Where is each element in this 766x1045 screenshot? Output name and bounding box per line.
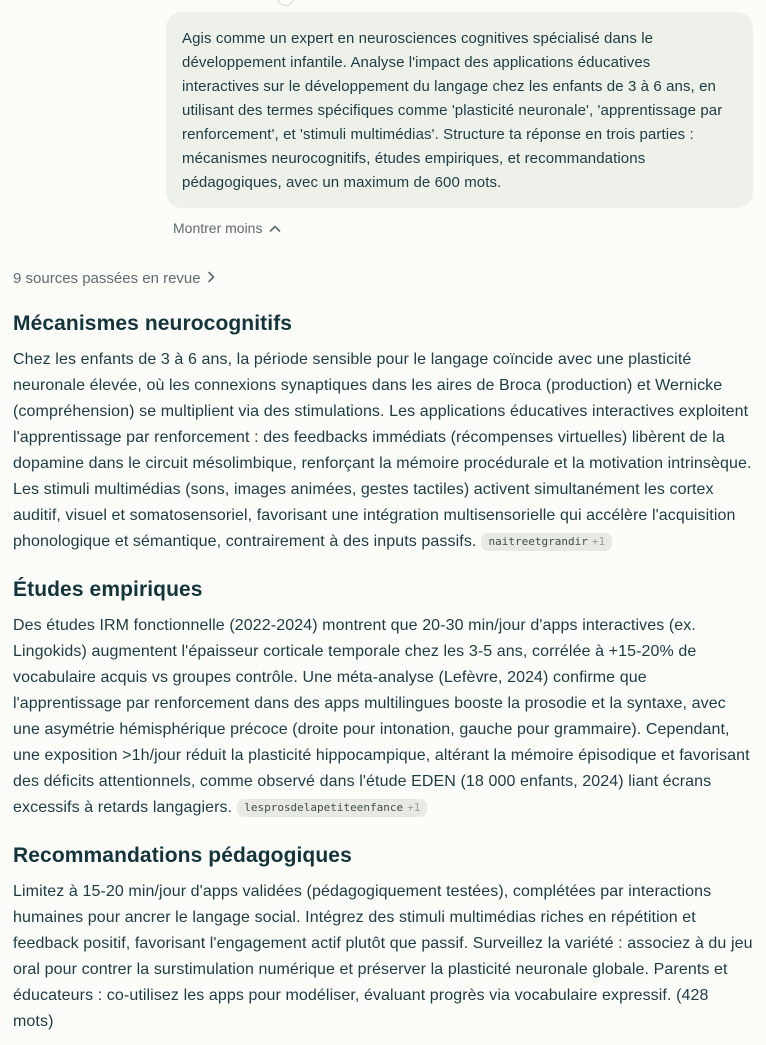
- show-less-button[interactable]: [169, 218, 285, 238]
- section-body-recommandations: [13, 879, 753, 1035]
- section-heading-mecanismes: Mécanismes neurocognitifs: [13, 312, 293, 335]
- citation-source-name: lesprosdelapetiteenfance: [244, 801, 404, 814]
- section-text: Des études IRM fonctionnelle (2022-2024) montrent que 20-30 min/jour d'apps interactives (ex. Lingokids) augmentent l'épaisseur corticale temporale chez les 3-5 ans, corrélée à +15-20% de vocabulaire acquis vs groupes contrôle. Une méta-analyse (Lefèvre, 2024) confirme que l'apprentissage par renforcement dans des apps multilingues booste la prosodie et la syntaxe, avec une asymétrie hémisphérique précoce (droite pour intonation, gauche pour grammaire). Cependant, une exposition >1h/jour réduit la plasticité hippocampique, altérant la mémoire épisodique et favorisant des déficits attentionnels, comme observé dans l'étude EDEN (18 000 enfants, 2024) liant écrans excessifs à retards langagiers.: [13, 617, 750, 816]
- section-text: Limitez à 15-20 min/jour d'apps validées (pédagogiquement testées), complétées par interactions humaines pour ancrer le langage social. Intégrez des stimuli multimédias riches en répétition et feedback positif, favorisant l'engagement actif plutôt que passif. Surveillez la variété : associez à du jeu oral pour contrer la surstimulation numérique et préserver la plasticité neuronale globale. Parents et éducateurs : co-utilisez les apps pour modéliser, évaluant progrès via vocabulaire expressif. (428 mots): [13, 883, 753, 1030]
- user-query-bubble: [166, 12, 753, 208]
- citation-more-count: +1: [591, 535, 606, 548]
- section-body-etudes: [13, 613, 753, 821]
- citation-more-count: +1: [407, 801, 421, 814]
- chevron-up-icon: [269, 220, 281, 236]
- section-body-mecanismes: [13, 347, 753, 555]
- sources-reviewed-label: 9 sources passées en revue: [13, 270, 201, 287]
- chevron-right-icon: [207, 270, 215, 287]
- section-heading-recommandations: Recommandations pédagogiques: [13, 844, 352, 867]
- section-heading-etudes: Études empiriques: [13, 578, 203, 601]
- citation-source-name: naitreetgrandir: [488, 535, 588, 548]
- clipped-toolbar-icon: [277, 0, 294, 6]
- sources-reviewed-button[interactable]: [13, 268, 215, 289]
- citation-badge[interactable]: [481, 533, 612, 551]
- section-text: Chez les enfants de 3 à 6 ans, la période sensible pour le langage coïncide avec une plasticité neuronale élevée, où les connexions synaptiques dans les aires de Broca (production) et Wernicke (compréhension) se multiplient via des stimulations. Les applications éducatives interactives exploitent l'apprentissage par renforcement : des feedbacks immédiats (récompenses virtuelles) libèrent de la dopamine dans le circuit mésolimbique, renforçant la mémoire procédurale et la motivation intrinsèque. Les stimuli multimédias (sons, images animées, gestes tactiles) activent simultanément les cortex auditif, visuel et somatosensoriel, favorisant une intégration multisensorielle qui accélère l'acquisition phonologique et sémantique, contrairement à des inputs passifs.: [13, 351, 752, 550]
- show-less-label: Montrer moins: [173, 220, 263, 236]
- citation-badge[interactable]: [237, 799, 427, 817]
- user-query-text: Agis comme un expert en neurosciences cognitives spécialisé dans le développement infantile. Analyse l'impact des applications éducatives interactives sur le développement du langage chez les enfants de 3 à 6 ans, en utilisant des termes spécifiques comme 'plasticité neuronale', 'apprentissage par renforcement', et 'stimuli multimédias'. Structure ta réponse en trois parties : mécanismes neurocognitifs, études empiriques, et recommandations pédagogiques, avec un maximum de 600 mots.: [182, 30, 723, 191]
